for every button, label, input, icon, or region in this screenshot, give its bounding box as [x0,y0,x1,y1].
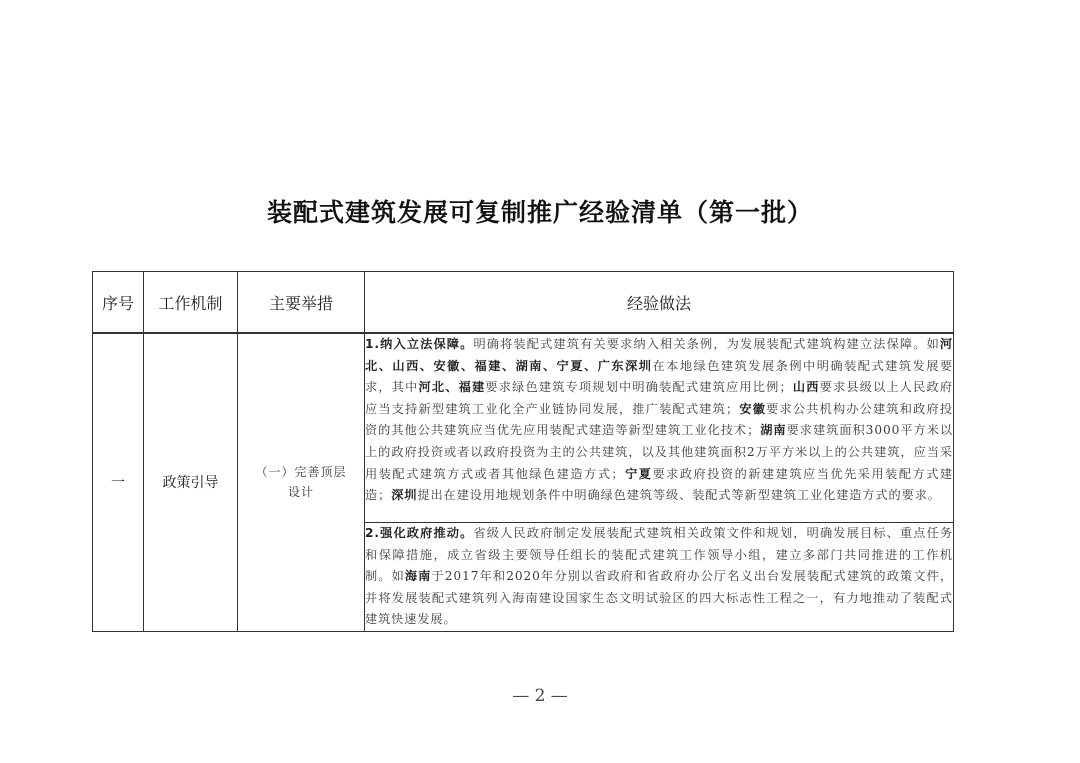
body-text: 在本地绿色建筑发展条例中明确装配式建筑发展要求，其中 [365,358,953,395]
header-mechanism: 工作机制 [144,272,238,334]
body-text: 明确将装配式建筑有关要求纳入相关条例，为发展装配式建筑构建立法保障。如 [473,337,940,351]
body-text: 要求政府投资的新建建筑应当优先采用装配方式建造； [365,466,953,503]
experience-item-1 [365,333,954,523]
header-measure: 主要举措 [238,272,365,334]
page-number: — 2 — [512,686,568,706]
table-row [93,333,954,523]
document-title: 装配式建筑发展可复制推广经验清单（第一批） [266,198,813,227]
highlight-text: 河北、山西、安徽、福建、湖南、宁夏、广东深圳 [365,337,954,373]
header-experience: 经验做法 [365,272,954,334]
body-text: 要求绿色建筑专项规划中明确装配式建筑应用比例； [485,380,793,395]
experience-table [92,271,954,632]
highlight-text: 安徽 [739,401,767,416]
highlight-text: 山西 [792,380,820,395]
cell-mechanism: 政策引导 [144,333,238,631]
header-seq: 序号 [93,272,144,334]
body-text: 要求县级以上人民政府应当支持新型建筑工业化全产业链协同发展，推广装配式建筑； [365,380,954,416]
measure-line-1: （一）完善顶层 [255,465,347,480]
body-text: 省级人民政府制定发展装配式建筑相关政策文件和规划，明确发展目标、重点任务和保障措施，成立省级主要领导任组长的装配式建筑工作领导小组，建立多部门共同推进的工作机制。如 [365,526,953,584]
highlight-text: 1.纳入立法保障。 [365,337,474,351]
body-text: 于2017年和2020年分别以省政府和省政府办公厅名义出台发展装配式建筑的政策文件，并将发展装配式建筑列入海南建设国家生态文明试验区的四大标志性工程之一，有力地推动了装配式建筑快速发展。 [365,569,953,627]
cell-measure [238,333,365,631]
highlight-text: 深圳 [391,488,418,503]
cell-seq: 一 [93,333,144,631]
highlight-text: 海南 [404,569,432,584]
body-text: 要求建筑面积3000平方米以上的政府投资或者以政府投资为主的公共建筑，以及其他建筑面积2万平方米以上的公共建筑，应当采用装配式建筑方式或者其他绿色建造方式； [365,423,953,481]
experience-item-2 [365,523,954,632]
body-text: 提出在建设用地规划条件中明确绿色建筑等级、装配式等新型建筑工业化建造方式的要求。 [417,488,941,503]
body-text: 要求公共机构办公建筑和政府投资的其他公共建筑应当优先应用装配式建造等新型建筑工业化技术； [365,401,953,438]
highlight-text: 河北、福建 [418,380,486,395]
highlight-text: 2.强化政府推动。 [365,526,474,540]
highlight-text: 宁夏 [624,466,653,481]
table-header-row [93,272,954,334]
measure-line-2: 设计 [287,485,314,500]
highlight-text: 湖南 [760,423,787,438]
